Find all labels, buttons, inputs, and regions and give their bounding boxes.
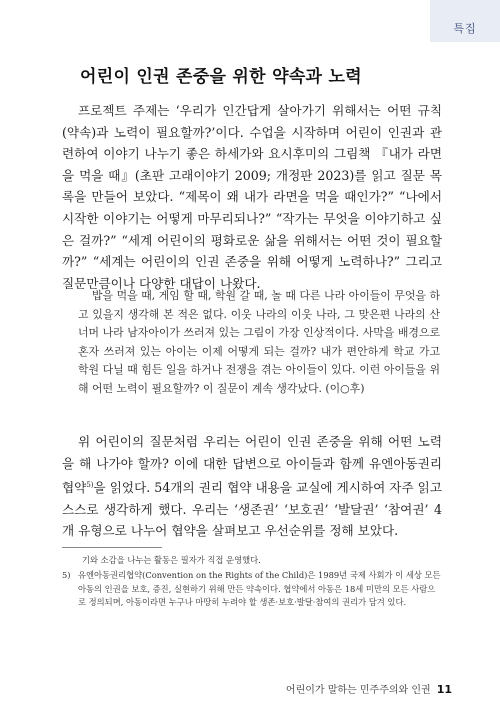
footnote-5 [62, 569, 442, 610]
footnote-5-mark: 5) [62, 570, 71, 580]
footnote-divider [62, 547, 162, 548]
footnote-continued: 기와 소감을 나누는 활동은 필자가 직접 운영했다. [82, 555, 261, 565]
paragraph-2-text-b: 을 읽었다. 54개의 권리 협약 내용을 교실에 게시하여 자주 읽고 스스로 생각하게 했다. 우리는 ‘생존권’ ‘보호권’ ‘발달권’ ‘참여권’ 4개 유형으로 나누어 협약을 살펴보고 우선순위를 정해 보았다. [62, 479, 442, 539]
student-quote: 밥을 먹을 때, 게임 할 때, 학원 갈 때, 놀 때 다른 나라 아이들이 무엇을 하고 있을지 생각해 본 적은 없다. 이웃 나라의 이웃 나라, 그 맞은편 나라의 산 너머 나라 남자아이가 쓰러져 있는 그림이 가장 인상적이다. 사막을 배경으로 혼자 쓰러져 있는 아이는 이제 어떻게 되는 걸까? 내가 편안하게 학교 가고 학원 다닐 때 힘든 일을 하거나 전쟁을 겪는 아이들이 있다. 이런 아이들을 위해 어떤 노력이 필요할까? 이 질문이 계속 생각났다. (이○후) [78, 289, 440, 395]
footnote-reference: 5) [86, 480, 94, 489]
body-paragraph-2 [62, 431, 442, 542]
page-number: 11 [436, 683, 452, 696]
footnote-5-text: 유엔아동권리협약(Convention on the Rights of the Child)은 1989년 국제 사회가 이 세상 모든 아동의 인권을 보호, 증진, 실현하기 위해 만든 약속이다. 협약에서 아동은 18세 미만의 모든 사람으로 정의되며, 아동이라면 누구나 마땅히 누려야 할 생존·보호·발달·참여의 권리가 담겨 있다. [78, 570, 441, 607]
section-title: 어린이 인권 존중을 위한 약속과 노력 [80, 67, 362, 87]
page-footer [286, 681, 452, 696]
paragraph-2-text-a: 위 어린이의 질문처럼 우리는 어린이 인권 존중을 위해 어떤 노력을 해 나가야 할까? 이에 대한 답변으로 아이들과 함께 유엔아동권리협약 [62, 434, 442, 495]
section-tab-label: 특집 [453, 22, 477, 35]
footer-text: 어린이가 말하는 민주주의와 인권 [285, 685, 431, 696]
section-tab [430, 0, 500, 42]
body-paragraph-1: 프로젝트 주제는 ‘우리가 인간답게 살아가기 위해서는 어떤 규칙(약속)과 노력이 필요할까?’이다. 수업을 시작하며 어린이 인권과 관련하여 이야기 나누기 좋은 하세가와 요시후미의 그림책 『내가 라면을 먹을 때』(초판 고래이야기 2009; 개정판 2023)를 읽고 질문 목록을 만들어 보았다. “제목이 왜 내가 라면을 먹을 때인가?” “나에서 시작한 이야기는 어떻게 마무리되나?” “작가는 무엇을 이야기하고 싶은 걸까?” “세계 어린이의 평화로운 삶을 위해서는 어떤 것이 필요할까?” “세계는 어린이의 인권 존중을 위해 어떻게 노력하나?” 그리고 질문만큼이나 다양한 대답이 나왔다. [62, 103, 442, 291]
